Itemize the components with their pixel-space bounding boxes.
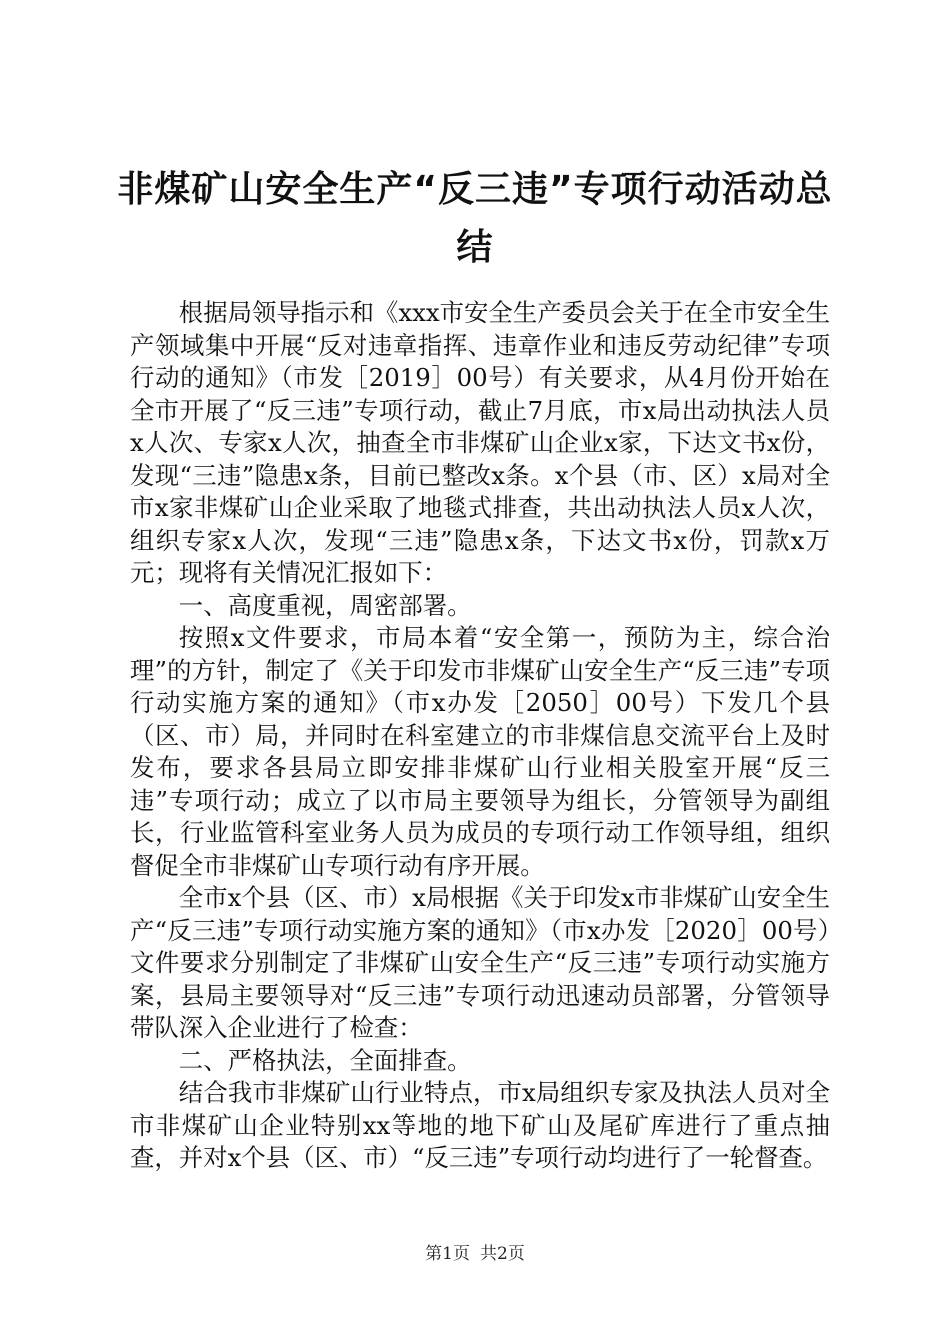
document-body — [130, 297, 830, 1175]
document-title-line-1: 非煤矿山安全生产“反三违”专项行动活动总 — [117, 169, 833, 210]
document-title-line-2: 结 — [456, 227, 494, 268]
intro-paragraph: 根据局领导指示和《xxx市安全生产委员会关于在全市安全生产领域集中开展“反对违章指挥、违章作业和违反劳动纪律”专项行动的通知》（市发［2019］00号）有关要求，从4月份开始在全市开展了“反三违”专项行动，截止7月底，市x局出动执法人员x人次、专家x人次，抽查全市非煤矿山企业x家，下达文书x份，发现“三违”隐患x条，目前已整改x条。x个县（市、区）x局对全市x家非煤矿山企业采取了地毯式排查，共出动执法人员x人次，组织专家x人次，发现“三违”隐患x条，下达文书x份，罚款x万元；现将有关情况汇报如下： — [130, 298, 830, 587]
page-footer — [0, 1243, 950, 1265]
body-paragraph: 按照x文件要求，市局本着“安全第一，预防为主，综合治理”的方针，制定了《关于印发市非煤矿山安全生产“反三违”专项行动实施方案的通知》（市x办发［2050］00号）下发几个县（区、市）局，并同时在科室建立的市非煤信息交流平台上及时发布，要求各县局立即安排非煤矿山行业相关股室开展“反三违”专项行动；成立了以市局主要领导为组长，分管领导为副组长，行业监管科室业务人员为成员的专项行动工作领导组，组织督促全市非煤矿山专项行动有序开展。 — [130, 623, 830, 880]
body-paragraph: 全市x个县（区、市）x局根据《关于印发x市非煤矿山安全生产“反三违”专项行动实施方案的通知》（市x办发［2020］00号）文件要求分别制定了非煤矿山安全生产“反三违”专项行动实施方案，县局主要领导对“反三违”专项行动迅速动员部署，分管领导带队深入企业进行了检查： — [130, 883, 830, 1042]
section-heading-1: 一、高度重视，周密部署。 — [178, 590, 472, 620]
section-heading-2: 二、严格执法，全面排查。 — [178, 1045, 472, 1075]
page-number: 第1页 — [425, 1244, 470, 1264]
page-total: 共2页 — [480, 1244, 525, 1264]
body-paragraph: 结合我市非煤矿山行业特点，市x局组织专家及执法人员对全市非煤矿山企业特别xx等地的地下矿山及尾矿库进行了重点抽查，并对x个县（区、市）“反三违”专项行动均进行了一轮督查。 — [130, 1078, 830, 1172]
